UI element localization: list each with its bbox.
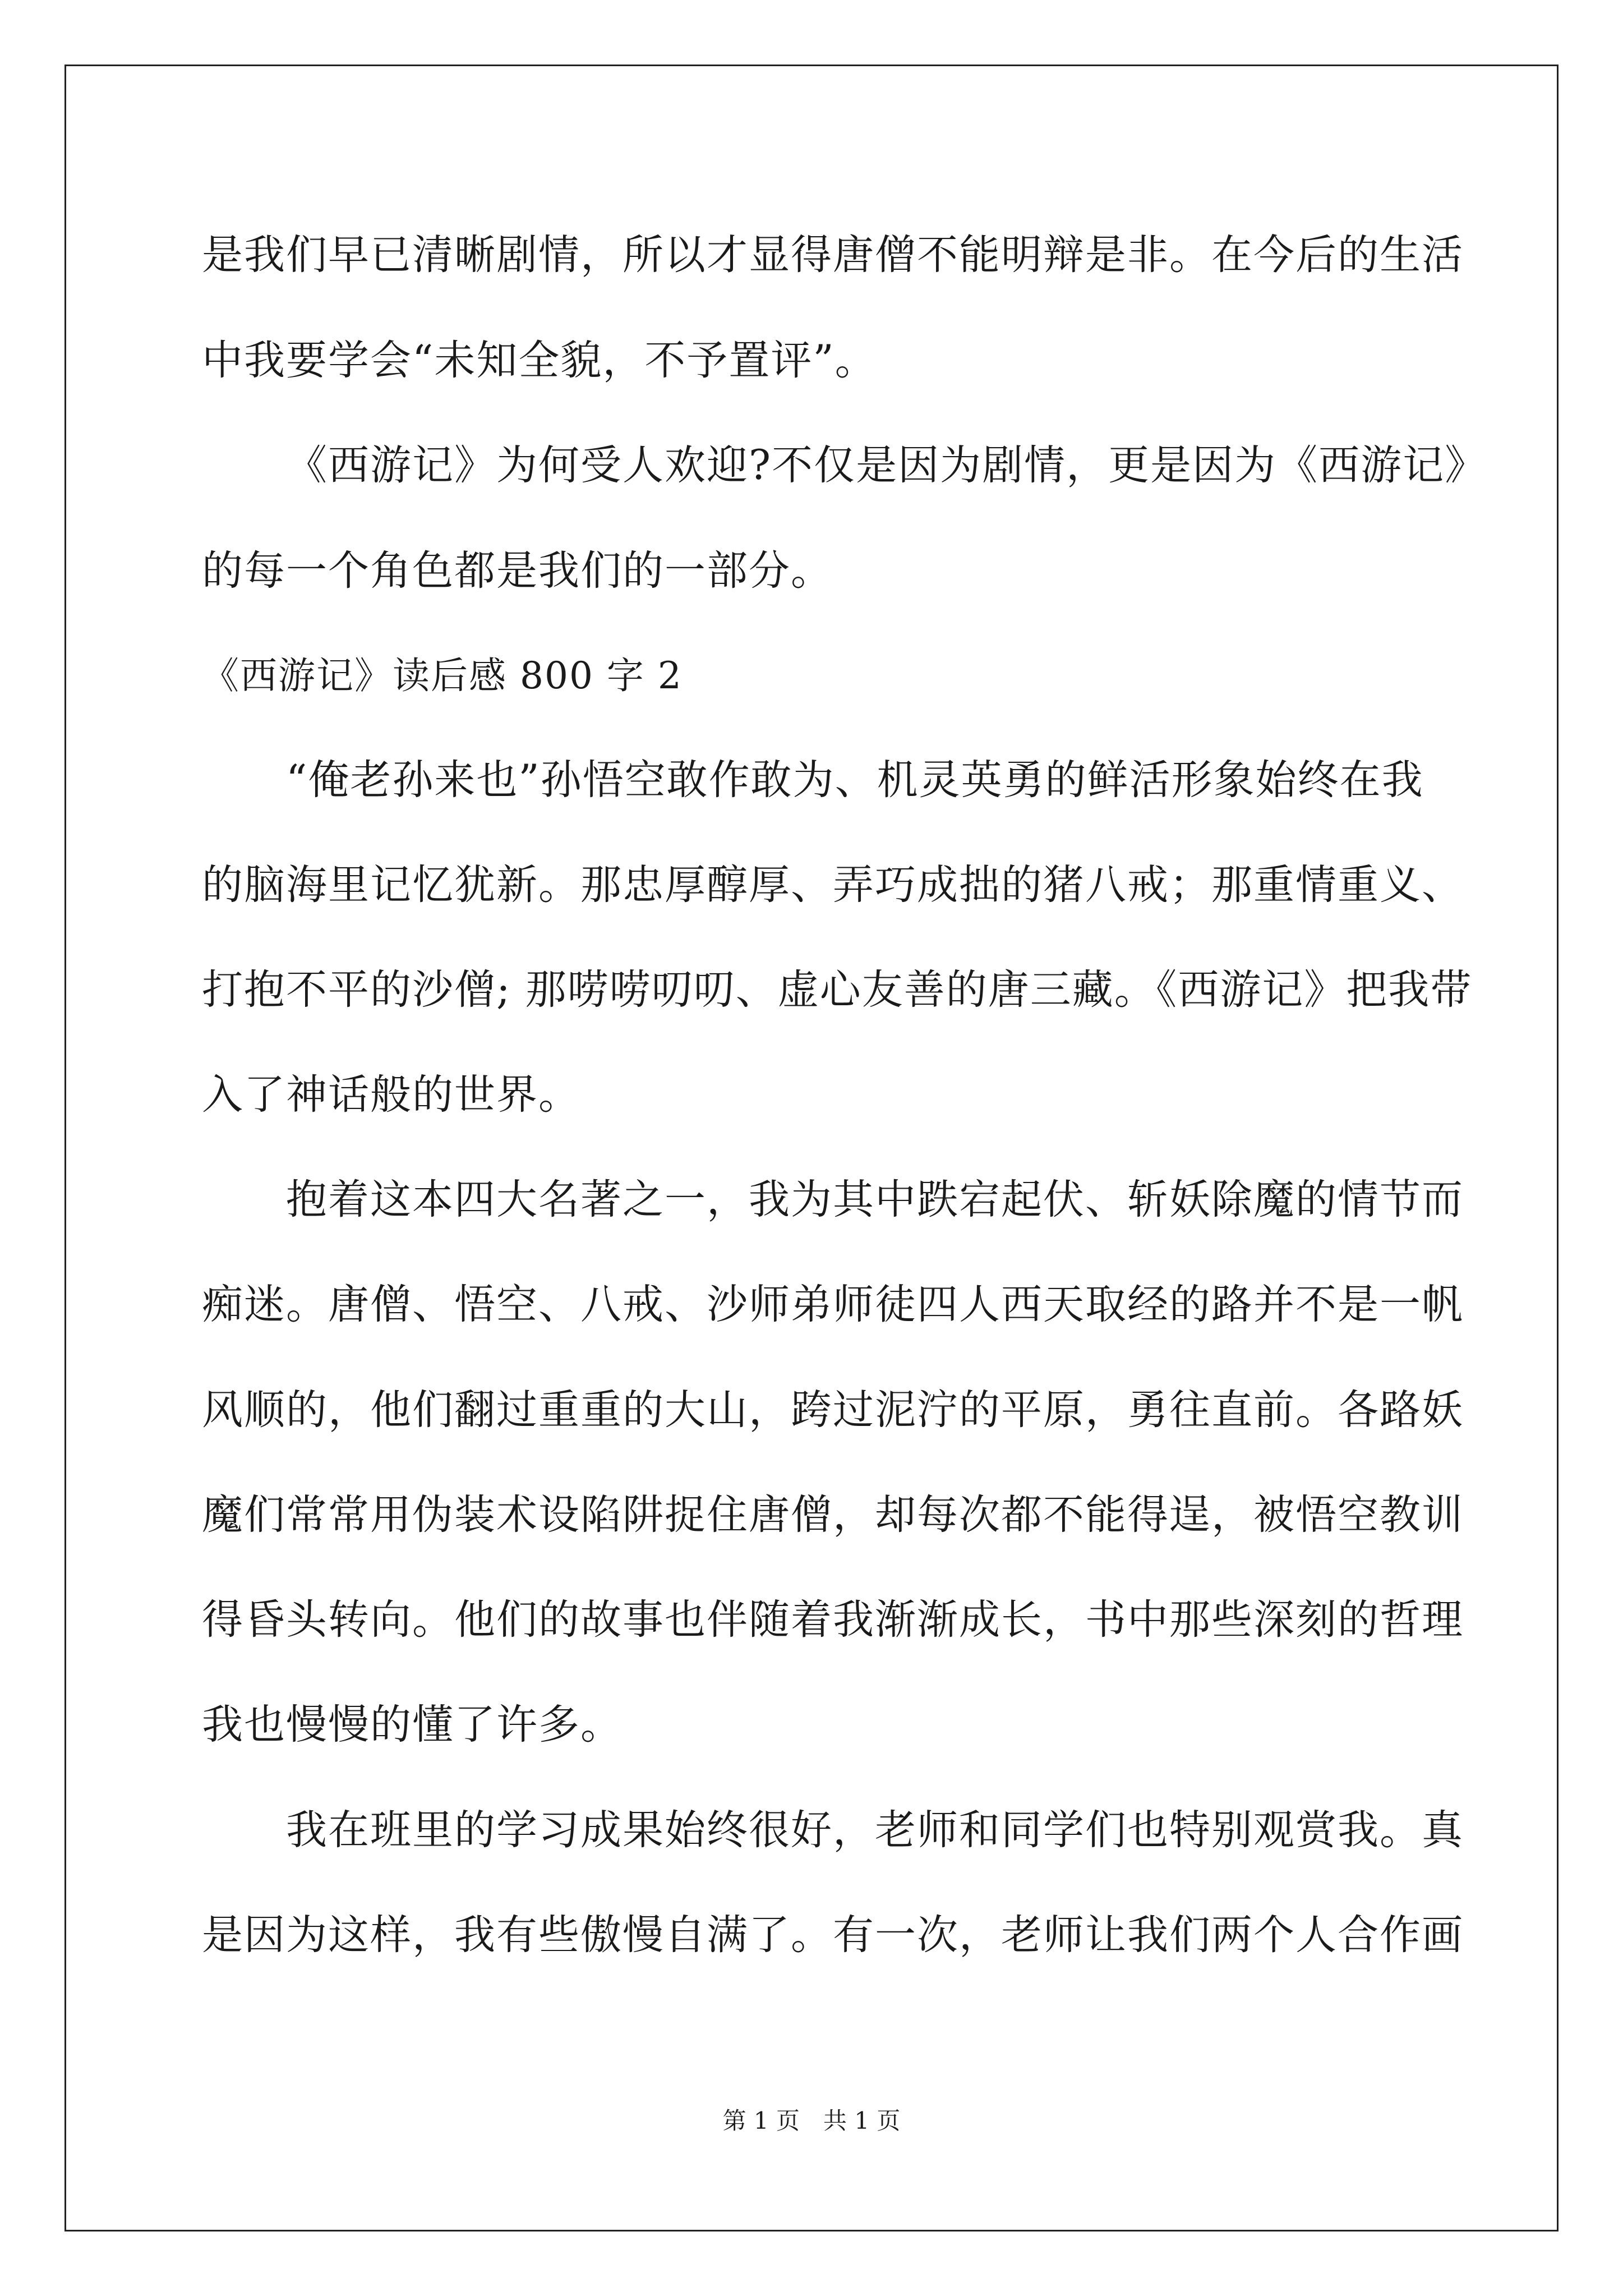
- text-line: 风顺的，他们翻过重重的大山，跨过泥泞的平原，勇往直前。各路妖: [202, 1386, 1464, 1434]
- text-line: “俺老孙来也”孙悟空敢作敢为、机灵英勇的鲜活形象始终在我: [286, 756, 1424, 804]
- text-line: 入了神话般的世界。: [202, 1071, 580, 1119]
- text-line: 痴迷。唐僧、悟空、八戒、沙师弟师徒四人西天取经的路并不是一帆: [202, 1281, 1464, 1328]
- text-line: 中我要学会“未知全貌，不予置评”。: [202, 337, 877, 384]
- text-line: 是因为这样，我有些傲慢自满了。有一次，老师让我们两个人合作画: [202, 1911, 1464, 1959]
- page-frame: [64, 65, 1559, 2231]
- text-line: 打抱不平的沙僧; 那唠唠叨叨、虚心友善的唐三藏。《西游记》把我带: [202, 966, 1473, 1014]
- text-line: 的每一个角色都是我们的一部分。: [202, 547, 833, 595]
- text-line: 我在班里的学习成果始终很好，老师和同学们也特别观赏我。真: [286, 1806, 1464, 1854]
- text-line: 是我们早已清晰剧情，所以才显得唐僧不能明辩是非。在今后的生活: [202, 231, 1464, 279]
- text-line: 的脑海里记忆犹新。那忠厚醇厚、弄巧成拙的猪八戒；那重情重义、: [202, 861, 1464, 909]
- text-line: 我也慢慢的懂了许多。: [202, 1701, 623, 1749]
- text-line: 魔们常常用伪装术设陷阱捉住唐僧，却每次都不能得逞，被悟空教训: [202, 1491, 1464, 1539]
- text-line: 《西游记》为何受人欢迎?不仅是因为剧情，更是因为《西游记》: [286, 441, 1487, 489]
- text-line: 抱着这本四大名著之一，我为其中跌宕起伏、斩妖除魔的情节而: [286, 1176, 1464, 1223]
- document-body: [66, 66, 1557, 2230]
- text-line: 得昏头转向。他们的故事也伴随着我渐渐成长，书中那些深刻的哲理: [202, 1596, 1464, 1644]
- page-footer: 第 1 页 共 1 页: [722, 2107, 901, 2134]
- section-heading: 《西游记》读后感 800 字 2: [202, 654, 683, 697]
